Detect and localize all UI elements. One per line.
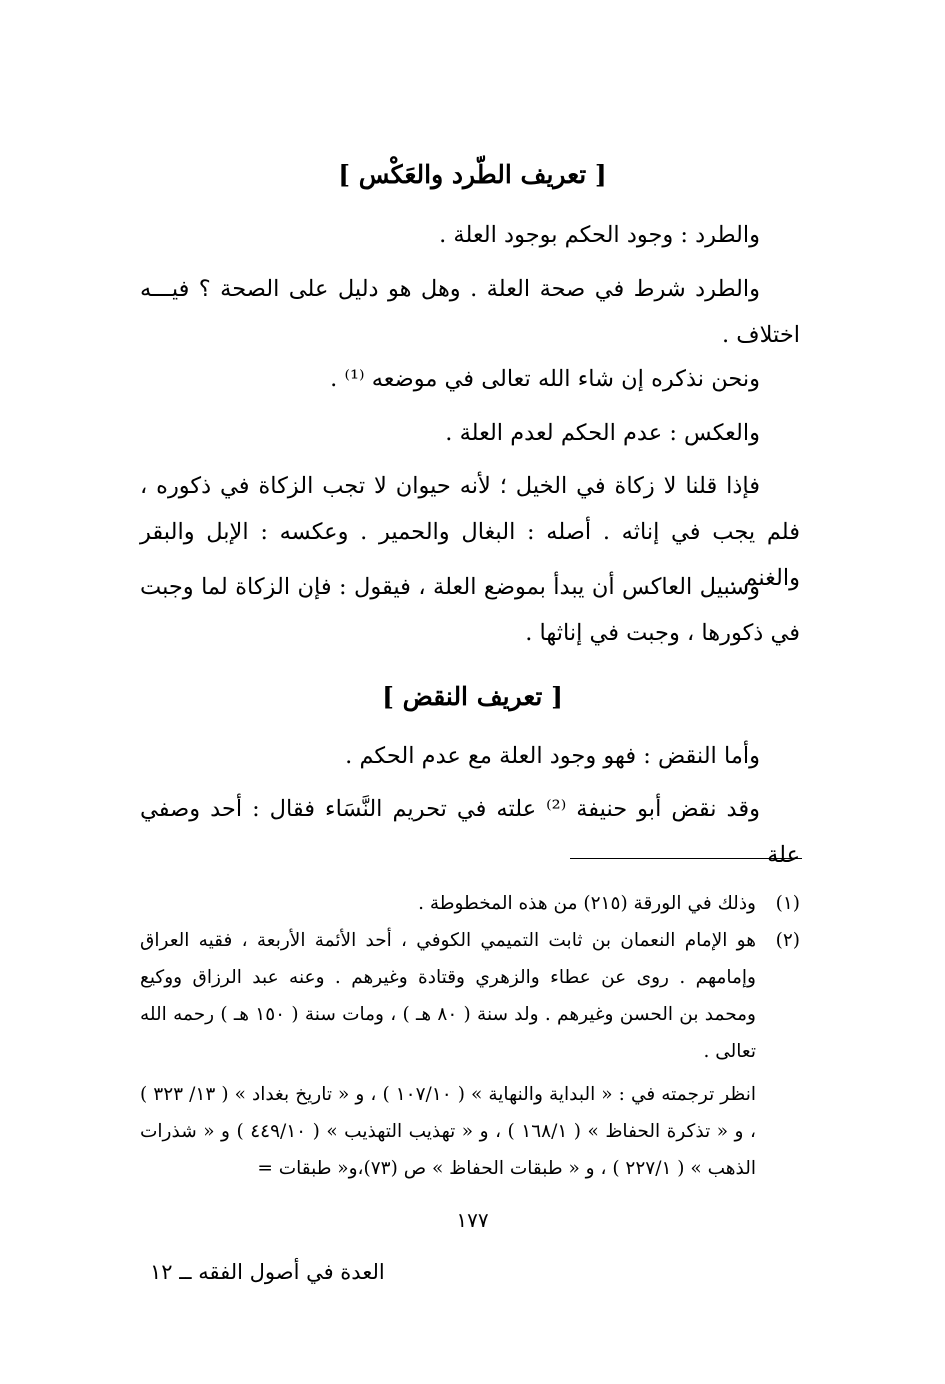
paragraph-tard-definition: والطرد : وجود الحكم بوجود العلة . (439, 222, 760, 248)
footnote-2 (140, 922, 800, 1070)
footnote-separator (570, 858, 802, 859)
footnote-1 (140, 885, 800, 922)
footnote-2-references (140, 1076, 800, 1187)
paragraph-mention-later: ونحن نذكره إن شاء الله تعالى في موضعه ⁽¹⁾ . (330, 366, 760, 392)
footnote-number: (٢) (775, 930, 800, 951)
section-heading-naqd: [ تعريف النقض ] (382, 682, 563, 711)
footnote-text: هو الإمام النعمان بن ثابت التميمي الكوفي ، أحد الأئمة الأربعة ، فقيه العراق وإمامهم . روى عن عطاء والزهري وقتادة وغيرهم . وعنه عبد الرزاق ووكيع ومحمد بن الحسن وغيرهم . ولد سنة ( ٨٠ هـ ) ، ومات سنة ( ١٥٠ هـ ) رحمه الله تعالى . (140, 930, 756, 1062)
paragraph-tard-condition: والطرد شرط في صحة العلة . وهل هو دليل على الصحة ؟ فيـــه اختلاف . (140, 276, 800, 348)
footnote-text: انظر ترجمته في : « البداية والنهاية » ( ١٠٧/١٠ ) ، و « تاريخ بغداد » ( ١٣/ ٣٢٣ ) ، و « تذكرة الحفاظ » ( ١٦٨/١ ) ، و « تهذيب التهذيب » ( ٤٤٩/١٠ ) و « شذرات الذهب » ( ٢٢٧/١ ) ، و « طبقات الحفاظ » ص (٧٣)،و« طبقات = (140, 1084, 756, 1179)
paragraph-aks-definition: والعكس : عدم الحكم لعدم العلة . (445, 420, 760, 446)
section-heading-tard-aks: [ تعريف الطّرد والعَكْس ] (338, 160, 607, 189)
footnote-number (756, 1076, 800, 1187)
footnote-text: وذلك في الورقة (٢١٥) من هذه المخطوطة . (418, 893, 756, 914)
footnotes (140, 885, 800, 1187)
footnote-number: (١) (775, 893, 800, 914)
page-number: ١٧٧ (456, 1208, 489, 1232)
paragraph-abu-hanifa: وقد نقض أبو حنيفة ⁽²⁾ علته في تحريم النَّسَاء فقال : أحد وصفي علة (140, 796, 800, 868)
paragraph-reverser-method: وسبيل العاكس أن يبدأ بموضع العلة ، فيقول : فإن الزكاة لما وجبت في ذكورها ، وجبت في إناثها . (140, 574, 800, 646)
paragraph-naqd-definition: وأما النقض : فهو وجود العلة مع عدم الحكم . (345, 743, 760, 769)
paragraph-horses-example: فإذا قلنا لا زكاة في الخيل ؛ لأنه حيوان لا تجب الزكاة في ذكوره ، فلم يجب في إناثه . أصله : البغال والحمير . وعكسه : الإبل والبقر والغنم . (140, 473, 800, 591)
running-footer: العدة في أصول الفقه ــ ١٢ (150, 1260, 385, 1284)
